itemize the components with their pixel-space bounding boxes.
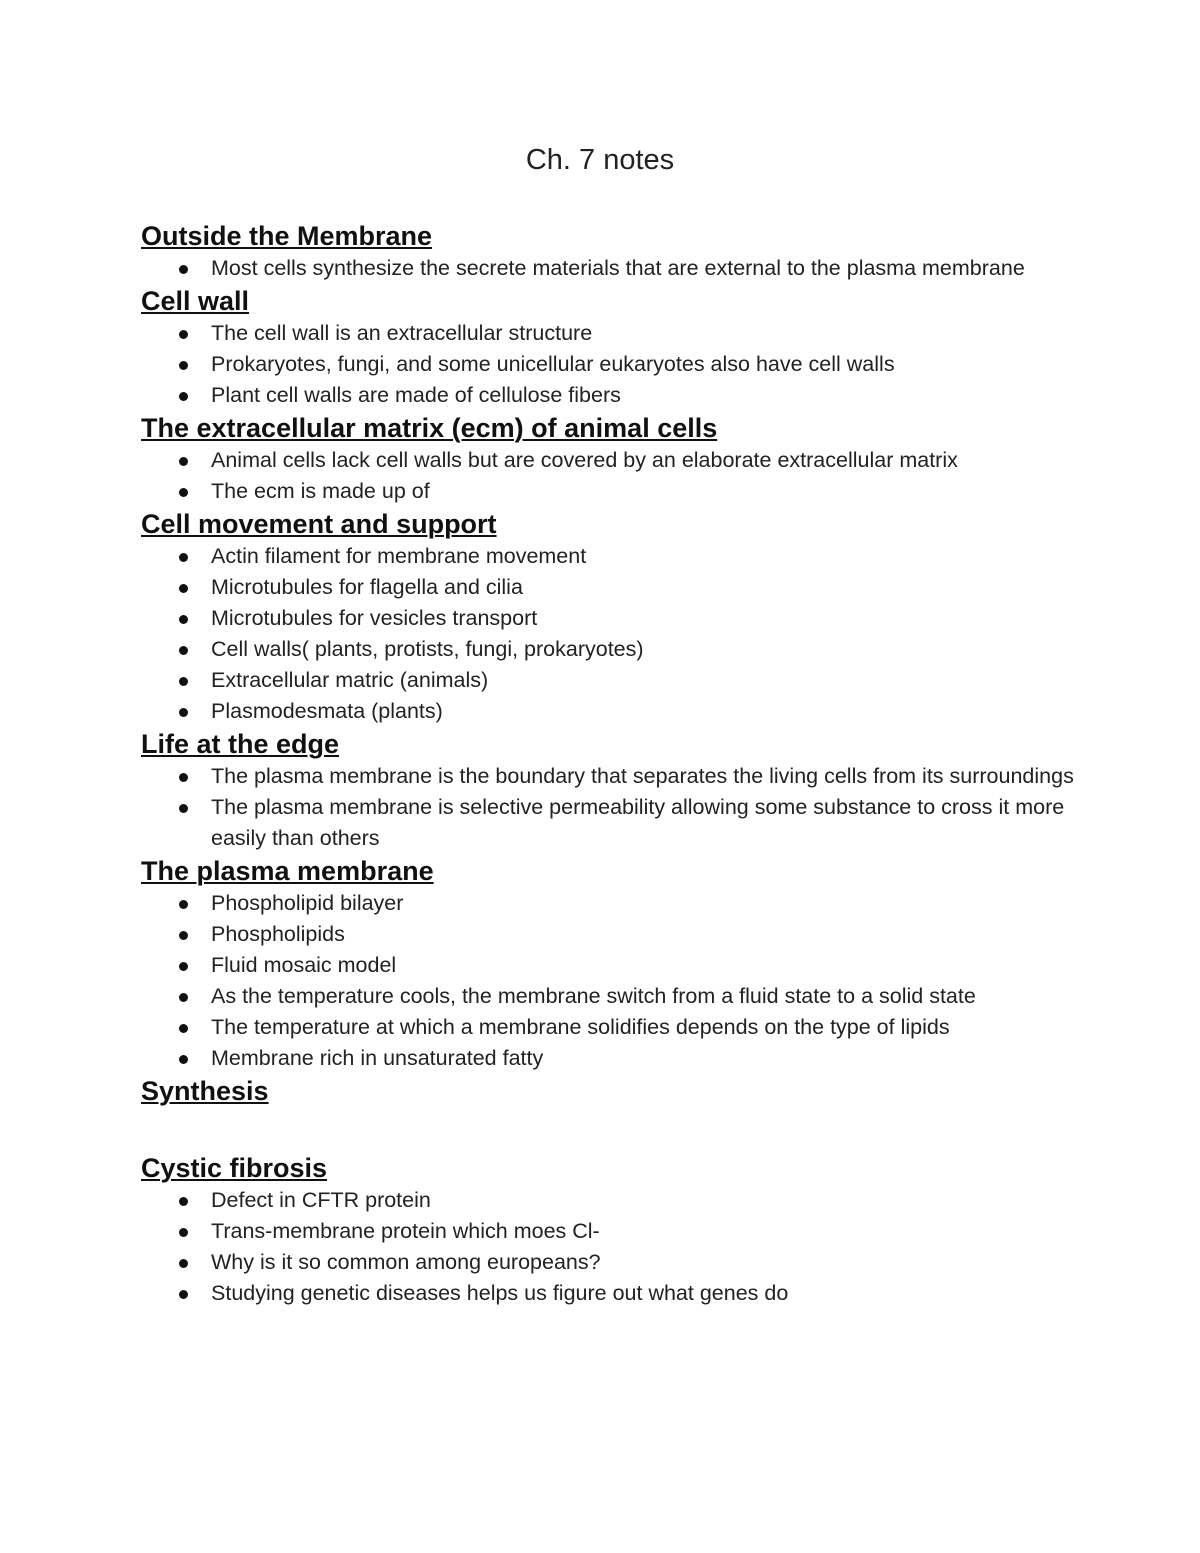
- bullet-icon: [179, 900, 188, 909]
- list-item-text: Fluid mosaic model: [211, 953, 397, 977]
- bullet-icon: [179, 488, 188, 497]
- list-item: [141, 1278, 1081, 1309]
- list-item: [141, 541, 1081, 572]
- list-item: [141, 572, 1081, 603]
- section: [141, 284, 1081, 411]
- section: [141, 219, 1081, 284]
- list-item-text: Cell walls( plants, protists, fungi, prokaryotes): [211, 637, 644, 661]
- bullet-icon: [179, 1290, 188, 1299]
- list-item: [141, 603, 1081, 634]
- list-item: [141, 349, 1081, 380]
- bullet-icon: [179, 708, 188, 717]
- list-item-text: Trans-membrane protein which moes Cl-: [211, 1219, 600, 1243]
- bullet-icon: [179, 931, 188, 940]
- bullet-icon: [179, 392, 188, 401]
- bullet-icon: [179, 265, 188, 274]
- section: [141, 507, 1081, 727]
- bullet-icon: [179, 773, 188, 782]
- list-item: [141, 950, 1081, 981]
- list-item-text: Why is it so common among europeans?: [211, 1250, 601, 1274]
- bullet-list: [141, 541, 1081, 727]
- section-heading: Life at the edge: [141, 729, 340, 759]
- bullet-list: [141, 1185, 1081, 1309]
- section: [141, 1151, 1081, 1309]
- list-item: [141, 981, 1081, 1012]
- list-item-text: The plasma membrane is the boundary that separates the living cells from its surroundings: [211, 764, 1074, 788]
- bullet-icon: [179, 584, 188, 593]
- bullet-icon: [179, 553, 188, 562]
- section: [141, 727, 1081, 854]
- list-item-text: The ecm is made up of: [211, 479, 430, 503]
- bullet-icon: [179, 677, 188, 686]
- bullet-icon: [179, 330, 188, 339]
- document-body: [141, 219, 1081, 1309]
- bullet-icon: [179, 646, 188, 655]
- list-item-text: Extracellular matric (animals): [211, 668, 489, 692]
- section-heading: The extracellular matrix (ecm) of animal cells: [141, 413, 718, 443]
- bullet-icon: [179, 1259, 188, 1268]
- list-item: [141, 761, 1081, 792]
- list-item-text: Microtubules for flagella and cilia: [211, 575, 523, 599]
- bullet-list: [141, 253, 1081, 284]
- list-item: [141, 253, 1081, 284]
- list-item: [141, 1216, 1081, 1247]
- list-item-text: Phospholipid bilayer: [211, 891, 404, 915]
- list-item: [141, 919, 1081, 950]
- section-heading: Cell movement and support: [141, 509, 497, 539]
- section-heading: Outside the Membrane: [141, 221, 433, 251]
- list-item: [141, 634, 1081, 665]
- list-item-text: Studying genetic diseases helps us figure out what genes do: [211, 1281, 789, 1305]
- list-item: [141, 1247, 1081, 1278]
- list-item-text: Phospholipids: [211, 922, 345, 946]
- list-item-text: Plasmodesmata (plants): [211, 699, 443, 723]
- list-item-text: Microtubules for vesicles transport: [211, 606, 538, 630]
- list-item: [141, 888, 1081, 919]
- bullet-list: [141, 888, 1081, 1074]
- bullet-list: [141, 318, 1081, 411]
- list-item-text: The plasma membrane is selective permeability allowing some substance to cross it more easily than others: [211, 795, 1065, 850]
- list-item-text: Animal cells lack cell walls but are covered by an elaborate extracellular matrix: [211, 448, 958, 472]
- bullet-icon: [179, 1228, 188, 1237]
- list-item: [141, 1012, 1081, 1043]
- list-item-text: Most cells synthesize the secrete materials that are external to the plasma membrane: [211, 256, 1025, 280]
- section-heading: Synthesis: [141, 1076, 269, 1106]
- list-item: [141, 792, 1081, 854]
- section-heading: The plasma membrane: [141, 856, 434, 886]
- list-item-text: Defect in CFTR protein: [211, 1188, 431, 1212]
- list-item: [141, 318, 1081, 349]
- bullet-list: [141, 761, 1081, 854]
- blank-line: [141, 1108, 1081, 1151]
- bullet-icon: [179, 962, 188, 971]
- section-heading: Cystic fibrosis: [141, 1153, 328, 1183]
- list-item-text: The cell wall is an extracellular structure: [211, 321, 593, 345]
- bullet-icon: [179, 457, 188, 466]
- section-heading: Cell wall: [141, 286, 250, 316]
- bullet-icon: [179, 615, 188, 624]
- bullet-icon: [179, 1024, 188, 1033]
- list-item-text: The temperature at which a membrane solidifies depends on the type of lipids: [211, 1015, 950, 1039]
- list-item-text: Plant cell walls are made of cellulose fibers: [211, 383, 621, 407]
- list-item: [141, 476, 1081, 507]
- list-item: [141, 380, 1081, 411]
- bullet-icon: [179, 993, 188, 1002]
- list-item: [141, 1043, 1081, 1074]
- list-item: [141, 665, 1081, 696]
- list-item-text: Actin filament for membrane movement: [211, 544, 587, 568]
- section: [141, 411, 1081, 507]
- list-item-text: As the temperature cools, the membrane switch from a fluid state to a solid state: [211, 984, 976, 1008]
- bullet-list: [141, 445, 1081, 507]
- bullet-icon: [179, 1055, 188, 1064]
- document-title: Ch. 7 notes: [525, 144, 675, 176]
- list-item: [141, 696, 1081, 727]
- list-item: [141, 1185, 1081, 1216]
- bullet-icon: [179, 804, 188, 813]
- section: [141, 854, 1081, 1074]
- list-item-text: Membrane rich in unsaturated fatty: [211, 1046, 544, 1070]
- bullet-icon: [179, 1197, 188, 1206]
- list-item-text: Prokaryotes, fungi, and some unicellular eukaryotes also have cell walls: [211, 352, 895, 376]
- bullet-icon: [179, 361, 188, 370]
- list-item: [141, 445, 1081, 476]
- section: [141, 1074, 1081, 1151]
